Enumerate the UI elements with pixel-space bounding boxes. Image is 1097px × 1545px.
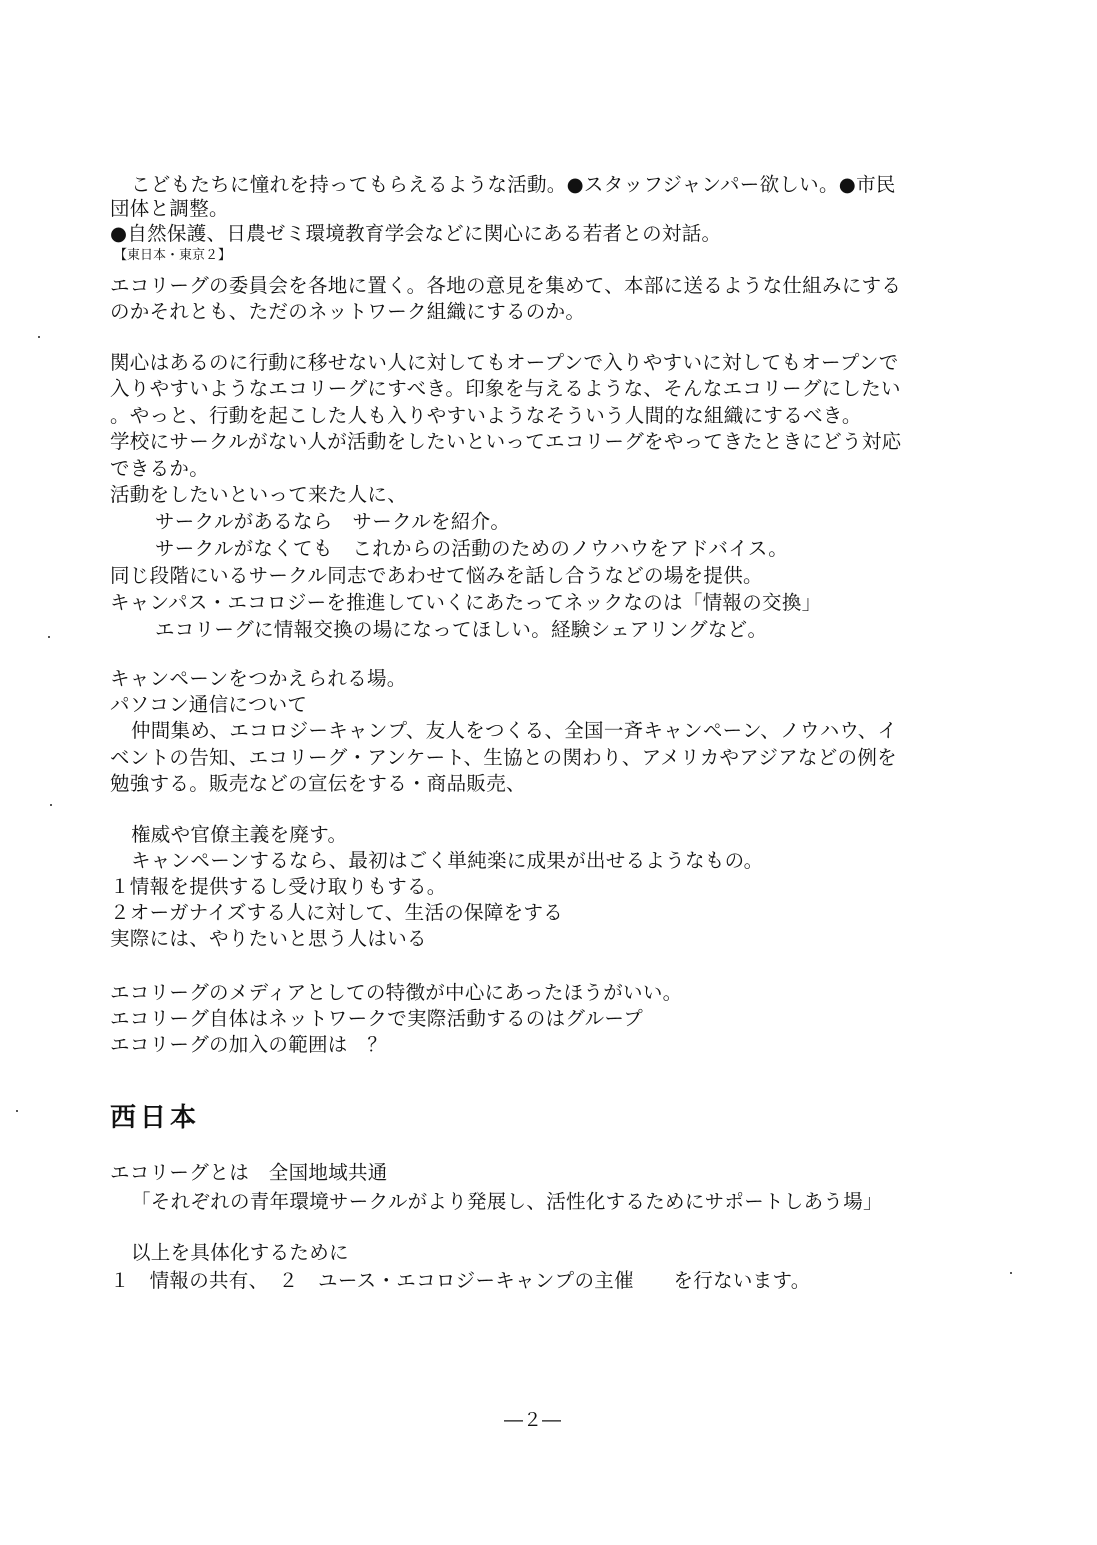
text-line: のかそれとも、ただのネットワーク組織にするのか。 — [110, 300, 586, 323]
text-line: 活動をしたいといって来た人に、 — [110, 483, 408, 506]
text-line: １ 情報の共有、 ２ ユース・エコロジーキャンプの主催 を行ないます。 — [110, 1269, 811, 1292]
text-line: ●自然保護、日農ゼミ環境教育学会などに関心にある若者との対話。 — [110, 222, 722, 245]
text-line: 同じ段階にいるサークル同志であわせて悩みを話し合うなどの場を提供。 — [110, 564, 763, 587]
text-line: キャンペーンをつかえられる場。 — [110, 667, 407, 690]
text-line: エコリーグの委員会を各地に置く。各地の意見を集めて、本部に送るような仕組みにする — [110, 274, 902, 297]
page-number: ―２― — [504, 1409, 562, 1431]
scan-speck — [50, 804, 52, 806]
text-line: できるか。 — [110, 457, 210, 480]
text-line: 。やっと、行動を起こした人も入りやすいようなそういう人間的な組織にするべき。 — [110, 404, 862, 427]
scan-speck — [48, 636, 50, 638]
text-line: 関心はあるのに行動に移せない人に対してもオープンで入りやすいに対してもオープンで — [110, 351, 899, 374]
text-line: エコリーグ自体はネットワークで実際活動するのはグループ — [110, 1007, 644, 1030]
text-line: キャンペーンするなら、最初はごく単純楽に成果が出せるようなもの。 — [131, 849, 764, 872]
text-line: こどもたちに憧れを持ってもらえるような活動。●スタッフジャンパー欲しい。●市民 — [131, 173, 896, 196]
text-line: 「それぞれの青年環境サークルがより発展し、活性化するためにサポートしあう場」 — [131, 1190, 883, 1213]
scan-speck — [1010, 1272, 1012, 1274]
text-line: エコリーグに情報交換の場になってほしい。経験シェアリングなど。 — [155, 618, 768, 641]
text-line: サークルがあるなら サークルを紹介。 — [155, 510, 511, 533]
text-line: 実際には、やりたいと思う人はいる — [110, 927, 427, 950]
text-line: 以上を具体化するために — [131, 1241, 349, 1264]
scan-speck — [16, 1110, 18, 1112]
text-line: ２オーガナイズする人に対して、生活の保障をする — [110, 901, 564, 924]
handwritten-note: 【東日本・東京２】 — [114, 248, 232, 263]
text-line: 入りやすいようなエコリーグにすべき。印象を与えるような、そんなエコリーグにしたい — [110, 377, 901, 400]
text-line: 勉強する。販売などの宣伝をする・商品販売、 — [110, 772, 526, 795]
section-heading: 西日本 — [110, 1103, 201, 1133]
text-line: エコリーグとは 全国地域共通 — [110, 1161, 388, 1184]
scan-speck — [38, 336, 40, 338]
text-line: エコリーグのメディアとしての特徴が中心にあったほうがいい。 — [110, 981, 683, 1004]
text-line: 仲間集め、エコロジーキャンプ、友人をつくる、全国一斉キャンペーン、ノウハウ、イ — [131, 719, 898, 742]
text-line: 団体と調整。 — [110, 197, 229, 220]
text-line: キャンパス・エコロジーを推進していくにあたってネックなのは「情報の交換」 — [110, 591, 822, 614]
text-line: 権威や官僚主義を廃す。 — [131, 823, 348, 846]
text-line: １情報を提供するし受け取りもする。 — [110, 875, 447, 898]
text-line: ベントの告知、エコリーグ・アンケート、生協との関わり、アメリカやアジアなどの例を — [110, 746, 897, 769]
text-line: エコリーグの加入の範囲は ？ — [110, 1033, 388, 1056]
text-line: 学校にサークルがない人が活動をしたいといってエコリーグをやってきたときにどう対応 — [110, 430, 902, 453]
text-line: パソコン通信について — [110, 693, 308, 716]
text-line: サークルがなくても これからの活動のためのノウハウをアドバイス。 — [155, 537, 789, 560]
